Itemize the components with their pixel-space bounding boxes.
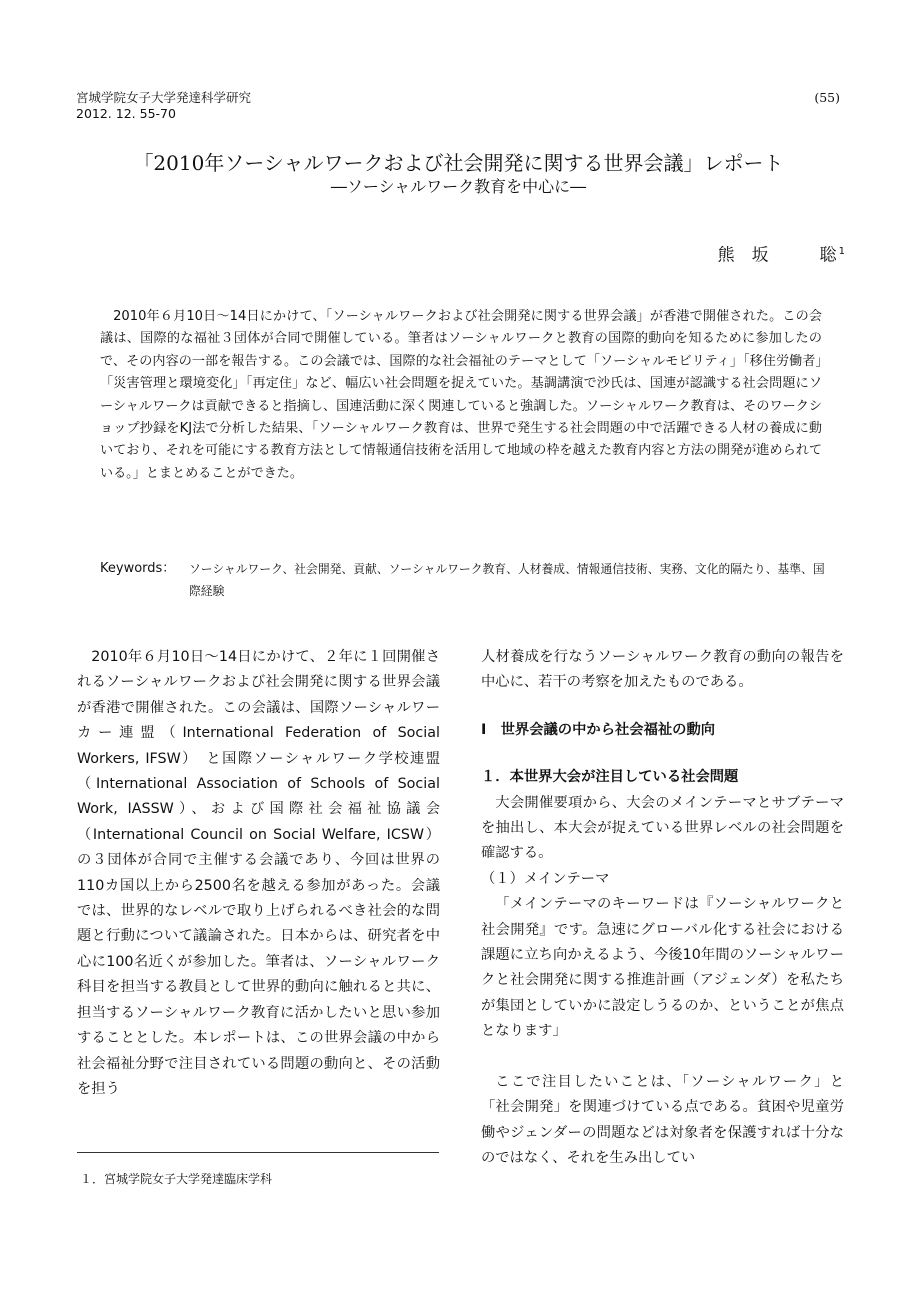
citation: 2012. 12. 55-70 [76,106,176,121]
footnote-divider [77,1152,439,1153]
abstract [100,306,822,485]
intro-continuation: 人材養成を行なうソーシャルワーク教育の動向の報告を中心に、若干の考察を加えたものである。 [481,649,844,691]
item-label: （１）メインテーマ [481,870,610,887]
journal-name: 宮城学院女子大学発達科学研究 [76,90,252,105]
keywords [100,558,835,602]
body-column-right [481,645,844,1171]
keywords-list: ソーシャルワーク、社会開発、貢献、ソーシャルワーク教育、人材養成、情報通信技術、実務、文化的隔たり、基準、国際経験 [189,562,825,598]
author-name: 熊 坂 聡 [717,245,837,266]
footnote: １．宮城学院女子大学発達臨床学科 [80,1172,273,1186]
quote-paragraph: 「メインテーマのキーワードは『ソーシャルワークと社会開発』です。急速にグローバル化する社会における課題に立ち向かえるよう、今後10年間のソーシャルワークと社会開発に関する推進計画（アジェンダ）を私たちが集団としていかに設定しうるのか、ということが焦点となります」 [481,896,844,1040]
paper-subtitle: ―ソーシャルワーク教育を中心に― [330,177,587,196]
page-number: (55) [814,90,840,105]
paper-title: 「2010年ソーシャルワークおよび社会開発に関する世界会議」レポート [133,151,784,175]
author-footnote-mark: 1 [838,246,845,257]
keywords-label: Keywords： [100,561,176,576]
running-header [76,90,251,122]
section-heading: Ⅰ 世界会議の中から社会福祉の動向 [481,721,716,738]
body-paragraph: 大会開催要項から、大会のメインテーマとサブテーマを抽出し、本大会が捉えている世界レベルの社会問題を確認する。 [481,794,844,862]
intro-paragraph: 2010年６月10日～14日にかけて、２年に１回開催されるソーシャルワークおよび社会開発に関する世界会議が香港で開催された。この会議は、国際ソーシャルワーカー連盟（International Federation of Social Workers, IFSW） と国際ソーシャルワーク学校連盟（International Association of Schools of Social Work, IASSW）、および国際社会福祉協議会（International Council on Social Welfare, ICSW）の３団体が合同で主催する会議であり、今回は世界の110カ国以上から2500名を越える参加があった。会議では、世界的なレベルで取り上げられるべき社会的な問題と行動について議論された。日本からは、研究者を中心に100名近くが参加した。筆者は、ソーシャルワーク科目を担当する教員として世界的動向に触れると共に、担当するソーシャルワーク教育に活かしたいと思い参加することとした。本レポートは、この世界会議の中から社会福祉分野で注目されている問題の動向と、その活動を担う [77,649,440,1097]
subsection-heading: １．本世界大会が注目している社会問題 [481,769,739,786]
body-paragraph: ここで注目したいことは、「ソーシャルワーク」と「社会開発」を関連づけている点である。貧困や児童労働やジェンダーの問題などは対象者を保護すれば十分なのではなく、それを生み出してい [481,1073,844,1166]
body-column-left [77,645,440,1102]
author [718,241,845,267]
abstract-text: 2010年６月10日～14日にかけて、「ソーシャルワークおよび社会開発に関する世界会議」が香港で開催された。この会議は、国際的な福祉３団体が合同で開催している。筆者はソーシャルワークと教育の国際的動向を知るために参加したので、その内容の一部を報告する。この会議では、国際的な社会福祉のテーマとして「ソーシャルモビリティ」「移住労働者」「災害管理と環境変化」「再定住」など、幅広い社会問題を捉えていた。基調講演で沙氏は、国連が認識する社会問題にソーシャルワークは貢献できると指摘し、国連活動に深く関連していると強調した。ソーシャルワーク教育は、そのワークショップ抄録をKJ法で分析した結果、「ソーシャルワーク教育は、世界で発生する社会問題の中で活躍できる人材の養成に動いており、それを可能にする教育方法として情報通信技術を活用して地域の枠を越えた教育内容と方法の開発が進められている。」とまとめることができた。 [100,309,822,481]
